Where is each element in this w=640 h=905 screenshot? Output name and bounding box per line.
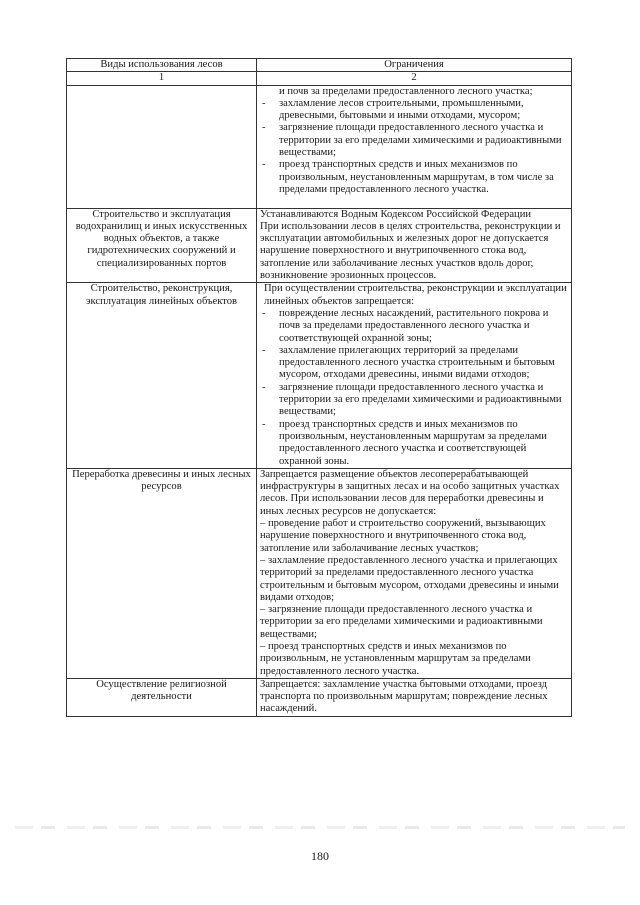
list-item-text: загрязнение площади предоставленного лесного участка и территории за его пределами химическими и радиоактивными веществами; <box>279 381 562 418</box>
table-header-row <box>67 59 572 72</box>
forest-use-restrictions-table <box>66 58 572 717</box>
bullet-marker: - <box>262 418 266 430</box>
list-item-text: захламление лесов строительными, промышленными, древесными, бытовыми и иными отходами, мусором; <box>279 97 524 122</box>
table-column-numbers-row <box>67 72 572 85</box>
list-item <box>260 419 568 468</box>
list-item <box>260 345 568 382</box>
restrictions-cell <box>257 283 572 468</box>
restriction-paragraph: – проезд транспортных средств и иных механизмов по произвольным, не установленным маршрутам за пределами предоставленного лесного участка. <box>260 640 531 677</box>
table-row <box>67 85 572 208</box>
restriction-intro: При осуществлении строительства, реконструкции и эксплуатации линейных объектов запрещается: <box>264 283 567 307</box>
use-type-cell: Строительство и эксплуатация водохранилищ и иных искусственных водных объектов, а также гидротехнических сооружений и специализированных портов <box>67 208 257 283</box>
restriction-paragraph: Запрещается размещение объектов лесоперерабатывающей инфраструктуры в защитных лесах и на особо защитных участках лесов. При использовании лесов для переработки древесины и иных лесных ресурсов не допускается: <box>260 468 560 517</box>
restrictions-list <box>260 308 568 468</box>
column-number-2: 2 <box>257 72 572 85</box>
continuation-text: и почв за пределами предоставленного лесного участка; <box>279 85 533 97</box>
list-item <box>260 98 568 123</box>
restriction-paragraph: Устанавливаются Водным Кодексом Российской Федерации <box>260 208 532 220</box>
bullet-marker: - <box>262 97 266 109</box>
restrictions-list <box>260 98 568 196</box>
list-item-text: проезд транспортных средств и иных механизмов по произвольным, неустановленным маршрутам за пределами предоставленного лесного участка и соответствующей охранной зоны. <box>279 418 547 467</box>
list-item-text: загрязнение площади предоставленного лесного участка и территории за его пределами химическими и радиоактивными веществами; <box>279 122 562 159</box>
table-row <box>67 678 572 716</box>
restriction-paragraph: – захламление предоставленного лесного участка и прилегающих территорий за пределами предоставленного лесного участка строительным и бытовым мусором, отходами древесины и иными видами отходов; <box>260 554 559 603</box>
list-item <box>260 308 568 345</box>
restrictions-cell <box>257 208 572 283</box>
restriction-paragraph: – проведение работ и строительство сооружений, вызывающих нарушение поверхностного и внутрипочвенного стока вод, затопление или заболачивание лесных участков; <box>260 518 546 554</box>
use-type-cell: Строительство, реконструкция, эксплуатация линейных объектов <box>67 283 257 468</box>
restriction-paragraph: – загрязнение площади предоставленного лесного участка и территории за его пределами химическими и радиоактивными веществами; <box>260 604 543 640</box>
header-col-restrictions: Ограничения <box>257 59 572 72</box>
use-type-cell <box>67 85 257 208</box>
bullet-marker: - <box>262 381 266 393</box>
restriction-paragraph: При использовании лесов в целях строительства, реконструкции и эксплуатации автомобильных и железных дорог не допускается нарушение поверхностного и внутрипочвенного стока вод, затопление или заболачивание лесных участков вдоль дорог, возникновение эрозионных процессов. <box>260 220 561 282</box>
column-number-1: 1 <box>67 72 257 85</box>
table-row <box>67 468 572 678</box>
scan-artifact-line <box>15 826 625 829</box>
use-type-cell: Осуществление религиозной деятельности <box>67 678 257 716</box>
restrictions-cell <box>257 678 572 716</box>
bullet-marker: - <box>262 159 266 171</box>
restrictions-cell <box>257 468 572 678</box>
bullet-marker: - <box>262 307 266 319</box>
list-item <box>260 122 568 159</box>
table-row <box>67 283 572 468</box>
list-item-text: повреждение лесных насаждений, растительного покрова и почв за пределами предоставленного лесного участка и соответствующей охранной зоны; <box>279 307 549 344</box>
list-item-text: захламление прилегающих территорий за пределами предоставленного лесного участка строительным и бытовым мусором, отходами древесины, иными видами отходов; <box>279 344 555 381</box>
page-number: 180 <box>311 849 329 863</box>
use-type-cell: Переработка древесины и иных лесных ресурсов <box>67 468 257 678</box>
table-row <box>67 208 572 283</box>
list-item <box>260 159 568 196</box>
bullet-marker: - <box>262 344 266 356</box>
restriction-paragraph: Запрещается: захламление участка бытовыми отходами, проезд транспорта по произвольным маршрутам; повреждение лесных насаждений. <box>260 678 548 715</box>
list-item-text: проезд транспортных средств и иных механизмов по произвольным, неустановленным маршрутам, в том числе за пределами предоставленного лесного участка. <box>279 159 554 195</box>
header-col-forest-use-types: Виды использования лесов <box>67 59 257 72</box>
list-item <box>260 382 568 419</box>
restrictions-cell <box>257 85 572 208</box>
bullet-marker: - <box>262 122 266 134</box>
